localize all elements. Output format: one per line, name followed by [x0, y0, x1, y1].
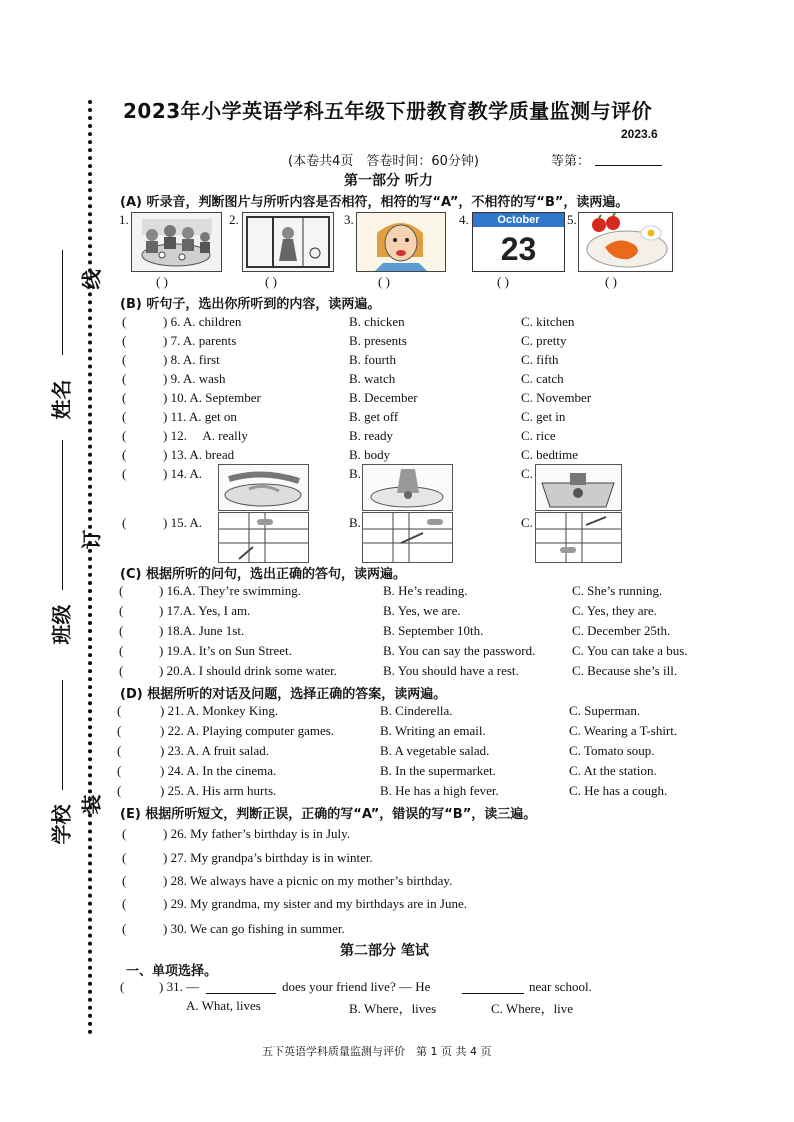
margin-zhuang-char: 装	[79, 794, 104, 815]
pic5-number: 5.	[567, 212, 577, 227]
question-12: ) 12. A. really	[163, 428, 248, 443]
question-9: ) 9. A. wash	[163, 371, 226, 386]
question-23: ) 23. A. A fruit salad.	[160, 743, 270, 758]
sick-girl-picture	[356, 212, 446, 272]
option-c: C. Superman.	[569, 703, 641, 718]
option-b: B. You should have a rest.	[383, 663, 519, 678]
option-c: C. He has a cough.	[569, 783, 668, 798]
section-d-instruction: (D) 根据所听的对话及问题，选择正确的答案，读两遍。	[120, 687, 447, 702]
family-dinner-picture	[131, 212, 222, 272]
question-8: ) 8. A. first	[163, 352, 220, 367]
question-27: ) 27. My grandpa’s birthday is in winter.	[163, 850, 373, 865]
grade-label: 等第：	[551, 154, 591, 169]
question-7: ) 7. A. parents	[163, 333, 237, 348]
option-b: B. ready	[349, 428, 394, 443]
pic2-number: 2.	[229, 212, 239, 227]
exam-date: 2023.6	[621, 127, 658, 141]
calendar-day: 23	[473, 227, 564, 271]
option-b: B. get off	[349, 409, 399, 424]
option-c: C. Tomato soup.	[569, 743, 655, 758]
option-c: C. You can take a bus.	[572, 643, 688, 658]
question-29: ) 29. My grandma, my sister and my birthdays are in June.	[163, 896, 467, 911]
option-b: B. A vegetable salad.	[380, 743, 490, 758]
q15-option-a-map	[218, 512, 309, 563]
answer-paren[interactable]: (	[119, 623, 124, 638]
answer-paren-5[interactable]: ( )	[605, 274, 617, 289]
option-b: B. You can say the password.	[383, 643, 536, 658]
option-c: C. get in	[521, 409, 566, 424]
question-24: ) 24. A. In the cinema.	[160, 763, 277, 778]
option-c: C. Yes, they are.	[572, 603, 657, 618]
option-b: B.	[349, 466, 361, 481]
option-c: C. catch	[521, 371, 564, 386]
question-15: ) 15. A.	[163, 515, 202, 530]
question-31-middle: does your friend live? — He	[282, 979, 431, 994]
page-title: 2023年小学英语学科五年级下册教育教学质量监测与评价	[123, 99, 653, 123]
exam-info: (本卷共4页 答卷时间：60分钟)	[288, 154, 479, 169]
option-c: C. Because she’s ill.	[572, 663, 678, 678]
option-b: B. chicken	[349, 314, 405, 329]
question-10: ) 10. A. September	[163, 390, 261, 405]
class-blank-line	[62, 440, 63, 590]
section-e-instruction: (E) 根据所听短文，判断正误，正确的写“A”，错误的写“B”，读三遍。	[120, 807, 537, 822]
question-30: ) 30. We can go fishing in summer.	[163, 921, 345, 936]
answer-paren-3[interactable]: ( )	[378, 274, 390, 289]
bus-door-picture	[242, 212, 334, 272]
answer-paren[interactable]: (	[122, 466, 127, 481]
margin-line-char: 线	[79, 269, 104, 290]
question-21: ) 21. A. Monkey King.	[160, 703, 279, 718]
margin-class-label: 班级	[49, 604, 74, 645]
answer-paren-4[interactable]: ( )	[497, 274, 509, 289]
option-b: B. In the supermarket.	[380, 763, 496, 778]
option-b: B. He has a high fever.	[380, 783, 499, 798]
answer-paren[interactable]: (	[117, 743, 122, 758]
margin-ding-char: 订	[79, 529, 104, 550]
q14-option-a-picture	[218, 464, 309, 511]
answer-paren[interactable]: (	[122, 428, 127, 443]
answer-paren[interactable]: (	[119, 603, 124, 618]
question-16: ) 16.A. They’re swimming.	[159, 583, 302, 598]
pic4-number: 4.	[459, 212, 469, 227]
option-c: C. pretty	[521, 333, 567, 348]
option-c: C. December 25th.	[572, 623, 671, 638]
option-c: C. November	[521, 390, 592, 405]
question-11: ) 11. A. get on	[163, 409, 237, 424]
answer-paren[interactable]: (	[122, 447, 127, 462]
answer-paren[interactable]: (	[122, 826, 127, 841]
name-blank-line	[62, 250, 63, 355]
option-b: B. Where，lives	[349, 1001, 437, 1016]
option-c: C.	[521, 515, 533, 530]
q15-option-c-map	[535, 512, 622, 563]
calendar-picture	[472, 212, 565, 272]
pic1-number: 1.	[119, 212, 129, 227]
section-b-instruction: (B) 听句子，选出你所听到的内容，读两遍。	[120, 297, 381, 312]
q14-option-c-picture	[535, 464, 622, 511]
answer-paren[interactable]: (	[119, 583, 124, 598]
answer-paren-2[interactable]: ( )	[265, 274, 277, 289]
question-26: ) 26. My father’s birthday is in July.	[163, 826, 351, 841]
q14-option-b-picture	[362, 464, 453, 511]
school-blank-line	[62, 680, 63, 790]
margin-school-label: 学校	[49, 804, 74, 845]
option-c: C. kitchen	[521, 314, 575, 329]
page-footer: 五下英语学科质量监测与评价 第 1 页 共 4 页	[262, 1045, 492, 1058]
question-18: ) 18.A. June 1st.	[159, 623, 245, 638]
answer-paren[interactable]: (	[117, 703, 122, 718]
q15-option-b-map	[362, 512, 453, 563]
margin-name-label: 姓名	[49, 379, 74, 420]
option-c: C. Where，live	[491, 1001, 574, 1016]
option-b: B. Cinderella.	[380, 703, 453, 718]
answer-paren[interactable]: (	[122, 352, 127, 367]
option-b: B. December	[349, 390, 418, 405]
answer-paren[interactable]: (	[122, 896, 127, 911]
option-b: B.	[349, 515, 361, 530]
answer-paren[interactable]: (	[122, 409, 127, 424]
answer-paren[interactable]: (	[122, 371, 127, 386]
answer-paren[interactable]: (	[122, 390, 127, 405]
option-c: C. bedtime	[521, 447, 579, 462]
question-6: ) 6. A. children	[163, 314, 242, 329]
answer-paren[interactable]: (	[122, 333, 127, 348]
section-1-heading: 一、单项选择。	[126, 964, 218, 979]
part1-heading: 第一部分 听力	[344, 173, 433, 189]
option-c: C. fifth	[521, 352, 559, 367]
answer-paren[interactable]: (	[117, 783, 122, 798]
question-31-stem: ) 31. —	[159, 979, 200, 994]
option-c: C. Wearing a T-shirt.	[569, 723, 678, 738]
answer-paren[interactable]: (	[119, 663, 124, 678]
answer-paren[interactable]: (	[119, 643, 124, 658]
question-14: ) 14. A.	[163, 466, 202, 481]
option-c: C. She’s running.	[572, 583, 663, 598]
blank-2[interactable]	[462, 993, 524, 994]
answer-paren-1[interactable]: ( )	[156, 274, 168, 289]
answer-paren[interactable]: (	[117, 763, 122, 778]
option-b: B. body	[349, 447, 391, 462]
calendar-month: October	[473, 213, 564, 227]
answer-paren[interactable]: (	[122, 314, 127, 329]
food-plate-picture	[578, 212, 673, 272]
answer-paren[interactable]: (	[117, 723, 122, 738]
question-25: ) 25. A. His arm hurts.	[160, 783, 277, 798]
question-28: ) 28. We always have a picnic on my mother’s birthday.	[163, 873, 453, 888]
option-b: B. September 10th.	[383, 623, 484, 638]
question-19: ) 19.A. It’s on Sun Street.	[159, 643, 292, 658]
question-17: ) 17.A. Yes, I am.	[159, 603, 251, 618]
binding-dotted-line	[88, 100, 92, 1035]
option-a: A. What, lives	[186, 998, 261, 1013]
option-b: B. Yes, we are.	[383, 603, 461, 618]
part2-heading: 第二部分 笔试	[340, 943, 429, 959]
question-22: ) 22. A. Playing computer games.	[160, 723, 335, 738]
answer-paren[interactable]: (	[122, 921, 127, 936]
section-c-instruction: (C) 根据所听的问句，选出正确的答句，读两遍。	[120, 567, 406, 582]
answer-paren[interactable]: (	[122, 515, 127, 530]
option-c: C.	[521, 466, 533, 481]
option-c: C. rice	[521, 428, 556, 443]
answer-paren[interactable]: (	[122, 850, 127, 865]
option-c: C. At the station.	[569, 763, 657, 778]
option-b: B. fourth	[349, 352, 396, 367]
option-b: B. watch	[349, 371, 396, 386]
answer-paren[interactable]: (	[122, 873, 127, 888]
question-31-end: near school.	[529, 979, 592, 994]
option-b: B. He’s reading.	[383, 583, 468, 598]
section-a-instruction: (A) 听录音，判断图片与所听内容是否相符，相符的写“A”，不相符的写“B”，读两遍。	[120, 195, 629, 210]
answer-paren[interactable]: (	[120, 979, 125, 994]
option-b: B. Writing an email.	[380, 723, 486, 738]
grade-blank[interactable]	[595, 165, 662, 166]
blank-1[interactable]	[206, 993, 276, 994]
question-13: ) 13. A. bread	[163, 447, 235, 462]
option-b: B. presents	[349, 333, 407, 348]
question-20: ) 20.A. I should drink some water.	[159, 663, 338, 678]
pic3-number: 3.	[344, 212, 354, 227]
